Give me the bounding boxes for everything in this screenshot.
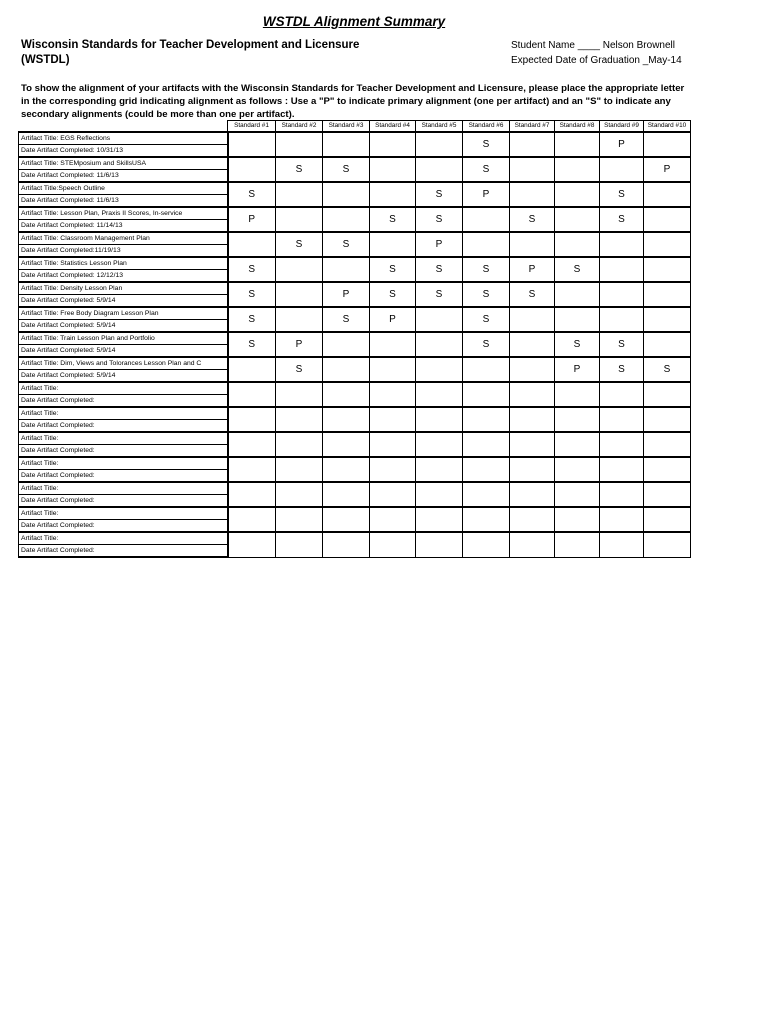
org-title-line1: Wisconsin Standards for Teacher Development and Licensure xyxy=(21,39,360,51)
artifact-title[interactable]: Artifact Title: xyxy=(19,382,228,395)
org-title xyxy=(21,38,359,68)
alignment-cell-standard-6[interactable]: S xyxy=(463,282,510,307)
artifact-title[interactable]: Artifact Title: xyxy=(19,432,228,445)
artifact-title[interactable]: Artifact Title: EGS Reflections xyxy=(19,132,228,145)
artifact-row xyxy=(19,307,691,320)
alignment-cell-standard-5[interactable]: S xyxy=(416,207,463,232)
alignment-cell-standard-8[interactable] xyxy=(555,382,600,407)
alignment-cell-standard-9[interactable] xyxy=(600,232,644,257)
alignment-cell-standard-10[interactable] xyxy=(644,257,691,282)
alignment-cell-standard-5[interactable] xyxy=(416,407,463,432)
alignment-cell-standard-5[interactable] xyxy=(416,482,463,507)
artifact-row xyxy=(19,332,691,345)
alignment-cell-standard-7[interactable] xyxy=(510,132,555,157)
alignment-cell-standard-5[interactable] xyxy=(416,307,463,332)
alignment-cell-standard-4[interactable] xyxy=(370,457,416,482)
alignment-cell-standard-1[interactable]: S xyxy=(228,307,276,332)
alignment-cell-standard-3[interactable]: S xyxy=(323,307,370,332)
alignment-cell-standard-5[interactable] xyxy=(416,157,463,182)
standard-header-9: Standard #9 xyxy=(600,121,644,133)
alignment-cell-standard-9[interactable]: S xyxy=(600,357,644,382)
alignment-cell-standard-8[interactable]: S xyxy=(555,257,600,282)
artifact-date[interactable]: Date Artifact Completed:11/19/13 xyxy=(19,245,228,258)
alignment-cell-standard-2[interactable] xyxy=(276,307,323,332)
alignment-cell-standard-3[interactable] xyxy=(323,382,370,407)
alignment-cell-standard-7[interactable]: P xyxy=(510,257,555,282)
alignment-cell-standard-1[interactable]: P xyxy=(228,207,276,232)
alignment-grid xyxy=(18,120,691,558)
alignment-cell-standard-1[interactable] xyxy=(228,432,276,457)
alignment-cell-standard-8[interactable] xyxy=(555,232,600,257)
alignment-cell-standard-3[interactable] xyxy=(323,257,370,282)
alignment-cell-standard-3[interactable] xyxy=(323,207,370,232)
alignment-cell-standard-10[interactable] xyxy=(644,132,691,157)
alignment-cell-standard-8[interactable] xyxy=(555,432,600,457)
alignment-cell-standard-5[interactable] xyxy=(416,382,463,407)
artifact-title[interactable]: Artifact Title: xyxy=(19,532,228,545)
header-row xyxy=(19,121,691,133)
artifact-row xyxy=(19,457,691,470)
artifact-title[interactable]: Artifact Title: Dim, Views and Tolorances Lesson Plan and C xyxy=(19,357,228,370)
alignment-cell-standard-7[interactable]: S xyxy=(510,207,555,232)
alignment-cell-standard-6[interactable]: S xyxy=(463,132,510,157)
alignment-cell-standard-3[interactable] xyxy=(323,507,370,532)
alignment-cell-standard-3[interactable] xyxy=(323,457,370,482)
alignment-cell-standard-6[interactable] xyxy=(463,407,510,432)
artifact-row xyxy=(19,382,691,395)
alignment-cell-standard-2[interactable]: S xyxy=(276,357,323,382)
standard-header-10: Standard #10 xyxy=(644,121,691,133)
alignment-cell-standard-2[interactable]: S xyxy=(276,232,323,257)
alignment-cell-standard-10[interactable] xyxy=(644,307,691,332)
alignment-cell-standard-9[interactable] xyxy=(600,282,644,307)
alignment-cell-standard-4[interactable] xyxy=(370,482,416,507)
artifact-date[interactable]: Date Artifact Completed: 5/9/14 xyxy=(19,345,228,358)
artifact-row xyxy=(19,482,691,495)
alignment-cell-standard-5[interactable]: P xyxy=(416,232,463,257)
alignment-cell-standard-9[interactable]: S xyxy=(600,332,644,357)
alignment-cell-standard-2[interactable] xyxy=(276,182,323,207)
standard-header-1: Standard #1 xyxy=(228,121,276,133)
alignment-cell-standard-3[interactable] xyxy=(323,432,370,457)
alignment-cell-standard-6[interactable] xyxy=(463,457,510,482)
alignment-cell-standard-7[interactable] xyxy=(510,432,555,457)
alignment-cell-standard-3[interactable]: S xyxy=(323,232,370,257)
artifact-title[interactable]: Artifact Title: xyxy=(19,407,228,420)
alignment-cell-standard-5[interactable] xyxy=(416,357,463,382)
alignment-cell-standard-7[interactable] xyxy=(510,157,555,182)
artifact-date[interactable]: Date Artifact Completed: 11/6/13 xyxy=(19,170,228,183)
alignment-cell-standard-1[interactable] xyxy=(228,507,276,532)
alignment-cell-standard-8[interactable] xyxy=(555,182,600,207)
alignment-cell-standard-8[interactable] xyxy=(555,507,600,532)
alignment-cell-standard-5[interactable] xyxy=(416,132,463,157)
alignment-cell-standard-2[interactable] xyxy=(276,207,323,232)
alignment-cell-standard-8[interactable] xyxy=(555,157,600,182)
alignment-cell-standard-6[interactable] xyxy=(463,432,510,457)
alignment-cell-standard-4[interactable] xyxy=(370,382,416,407)
artifact-row xyxy=(19,132,691,145)
alignment-cell-standard-7[interactable] xyxy=(510,307,555,332)
alignment-cell-standard-1[interactable] xyxy=(228,407,276,432)
document-title: WSTDL Alignment Summary xyxy=(262,14,446,29)
alignment-cell-standard-7[interactable] xyxy=(510,507,555,532)
alignment-cell-standard-7[interactable] xyxy=(510,532,555,557)
alignment-cell-standard-8[interactable] xyxy=(555,407,600,432)
alignment-cell-standard-2[interactable]: P xyxy=(276,332,323,357)
standard-header-5: Standard #5 xyxy=(416,121,463,133)
alignment-cell-standard-1[interactable]: S xyxy=(228,182,276,207)
alignment-cell-standard-8[interactable] xyxy=(555,457,600,482)
alignment-cell-standard-5[interactable]: S xyxy=(416,257,463,282)
alignment-cell-standard-1[interactable] xyxy=(228,457,276,482)
alignment-cell-standard-9[interactable] xyxy=(600,482,644,507)
alignment-cell-standard-10[interactable] xyxy=(644,182,691,207)
grid-body xyxy=(19,132,691,557)
alignment-cell-standard-4[interactable] xyxy=(370,432,416,457)
standard-header-3: Standard #3 xyxy=(323,121,370,133)
standard-header-6: Standard #6 xyxy=(463,121,510,133)
alignment-cell-standard-10[interactable] xyxy=(644,207,691,232)
alignment-cell-standard-9[interactable] xyxy=(600,507,644,532)
alignment-cell-standard-5[interactable]: S xyxy=(416,282,463,307)
artifact-date[interactable]: Date Artifact Completed: 11/6/13 xyxy=(19,195,228,208)
alignment-cell-standard-8[interactable]: S xyxy=(555,332,600,357)
alignment-cell-standard-8[interactable] xyxy=(555,532,600,557)
alignment-cell-standard-4[interactable] xyxy=(370,182,416,207)
alignment-cell-standard-7[interactable] xyxy=(510,182,555,207)
alignment-cell-standard-4[interactable] xyxy=(370,332,416,357)
artifact-title[interactable]: Artifact Title: Density Lesson Plan xyxy=(19,282,228,295)
artifact-date[interactable]: Date Artifact Completed: 12/12/13 xyxy=(19,270,228,283)
alignment-cell-standard-3[interactable] xyxy=(323,332,370,357)
alignment-cell-standard-9[interactable] xyxy=(600,532,644,557)
alignment-cell-standard-10[interactable] xyxy=(644,407,691,432)
alignment-cell-standard-4[interactable]: S xyxy=(370,207,416,232)
alignment-cell-standard-9[interactable]: S xyxy=(600,182,644,207)
alignment-cell-standard-7[interactable] xyxy=(510,382,555,407)
alignment-cell-standard-6[interactable]: S xyxy=(463,332,510,357)
alignment-cell-standard-2[interactable] xyxy=(276,257,323,282)
org-title-line2: (WSTDL) xyxy=(21,54,70,66)
artifact-row xyxy=(19,182,691,195)
artifact-date[interactable]: Date Artifact Completed: xyxy=(19,545,228,558)
alignment-cell-standard-9[interactable] xyxy=(600,257,644,282)
alignment-cell-standard-4[interactable] xyxy=(370,232,416,257)
alignment-cell-standard-4[interactable] xyxy=(370,507,416,532)
alignment-cell-standard-3[interactable] xyxy=(323,182,370,207)
alignment-cell-standard-4[interactable]: S xyxy=(370,257,416,282)
alignment-cell-standard-5[interactable]: S xyxy=(416,182,463,207)
alignment-cell-standard-6[interactable] xyxy=(463,482,510,507)
alignment-cell-standard-6[interactable]: S xyxy=(463,307,510,332)
alignment-cell-standard-4[interactable] xyxy=(370,157,416,182)
alignment-cell-standard-5[interactable] xyxy=(416,457,463,482)
alignment-cell-standard-1[interactable] xyxy=(228,357,276,382)
alignment-cell-standard-2[interactable] xyxy=(276,482,323,507)
alignment-cell-standard-6[interactable] xyxy=(463,207,510,232)
alignment-cell-standard-2[interactable] xyxy=(276,457,323,482)
alignment-cell-standard-3[interactable] xyxy=(323,357,370,382)
alignment-cell-standard-1[interactable]: S xyxy=(228,257,276,282)
artifact-date[interactable]: Date Artifact Completed: 10/31/13 xyxy=(19,145,228,158)
alignment-cell-standard-2[interactable] xyxy=(276,132,323,157)
alignment-cell-standard-2[interactable] xyxy=(276,507,323,532)
artifact-title[interactable]: Artifact Title:Speech Outline xyxy=(19,182,228,195)
artifact-title[interactable]: Artifact Title: xyxy=(19,457,228,470)
alignment-cell-standard-8[interactable] xyxy=(555,132,600,157)
alignment-cell-standard-7[interactable] xyxy=(510,232,555,257)
alignment-cell-standard-2[interactable]: S xyxy=(276,157,323,182)
alignment-cell-standard-4[interactable]: S xyxy=(370,282,416,307)
alignment-cell-standard-10[interactable] xyxy=(644,232,691,257)
standard-header-8: Standard #8 xyxy=(555,121,600,133)
alignment-cell-standard-8[interactable] xyxy=(555,482,600,507)
alignment-cell-standard-4[interactable] xyxy=(370,132,416,157)
artifact-title[interactable]: Artifact Title: Classroom Management Plan xyxy=(19,232,228,245)
alignment-cell-standard-10[interactable]: S xyxy=(644,357,691,382)
alignment-cell-standard-10[interactable] xyxy=(644,332,691,357)
artifact-title[interactable]: Artifact Title: Train Lesson Plan and Portfolio xyxy=(19,332,228,345)
alignment-cell-standard-1[interactable] xyxy=(228,157,276,182)
alignment-cell-standard-3[interactable] xyxy=(323,482,370,507)
artifact-row xyxy=(19,407,691,420)
alignment-cell-standard-8[interactable]: P xyxy=(555,357,600,382)
alignment-cell-standard-9[interactable] xyxy=(600,457,644,482)
artifact-row xyxy=(19,257,691,270)
artifact-row xyxy=(19,207,691,220)
alignment-cell-standard-6[interactable]: S xyxy=(463,157,510,182)
alignment-cell-standard-10[interactable] xyxy=(644,482,691,507)
alignment-cell-standard-8[interactable] xyxy=(555,207,600,232)
alignment-cell-standard-6[interactable] xyxy=(463,532,510,557)
alignment-cell-standard-7[interactable] xyxy=(510,332,555,357)
alignment-cell-standard-10[interactable] xyxy=(644,532,691,557)
alignment-cell-standard-7[interactable] xyxy=(510,407,555,432)
alignment-cell-standard-9[interactable] xyxy=(600,157,644,182)
alignment-cell-standard-3[interactable]: P xyxy=(323,282,370,307)
header-corner xyxy=(19,121,228,133)
alignment-cell-standard-7[interactable] xyxy=(510,457,555,482)
alignment-cell-standard-7[interactable] xyxy=(510,482,555,507)
artifact-row xyxy=(19,157,691,170)
alignment-cell-standard-4[interactable]: P xyxy=(370,307,416,332)
alignment-cell-standard-9[interactable] xyxy=(600,432,644,457)
alignment-cell-standard-5[interactable] xyxy=(416,332,463,357)
alignment-cell-standard-6[interactable]: P xyxy=(463,182,510,207)
alignment-cell-standard-3[interactable] xyxy=(323,532,370,557)
alignment-cell-standard-1[interactable] xyxy=(228,382,276,407)
alignment-cell-standard-3[interactable]: S xyxy=(323,157,370,182)
artifact-date[interactable]: Date Artifact Completed: 5/9/14 xyxy=(19,295,228,308)
alignment-cell-standard-1[interactable] xyxy=(228,132,276,157)
alignment-cell-standard-4[interactable] xyxy=(370,357,416,382)
artifact-row xyxy=(19,532,691,545)
alignment-cell-standard-9[interactable] xyxy=(600,382,644,407)
artifact-title[interactable]: Artifact Title: xyxy=(19,482,228,495)
artifact-date[interactable]: Date Artifact Completed: xyxy=(19,470,228,483)
standard-header-7: Standard #7 xyxy=(510,121,555,133)
alignment-cell-standard-4[interactable] xyxy=(370,407,416,432)
artifact-date[interactable]: Date Artifact Completed: xyxy=(19,420,228,433)
alignment-cell-standard-6[interactable] xyxy=(463,507,510,532)
alignment-cell-standard-7[interactable]: S xyxy=(510,282,555,307)
artifact-date[interactable]: Date Artifact Completed: 5/9/14 xyxy=(19,370,228,383)
alignment-cell-standard-1[interactable] xyxy=(228,232,276,257)
graduation-date-line: Expected Date of Graduation _May-14 xyxy=(511,55,682,66)
alignment-cell-standard-2[interactable] xyxy=(276,282,323,307)
artifact-row xyxy=(19,232,691,245)
standard-header-2: Standard #2 xyxy=(276,121,323,133)
alignment-cell-standard-6[interactable] xyxy=(463,232,510,257)
alignment-cell-standard-7[interactable] xyxy=(510,357,555,382)
artifact-date[interactable]: Date Artifact Completed: xyxy=(19,495,228,508)
alignment-cell-standard-5[interactable] xyxy=(416,432,463,457)
alignment-cell-standard-3[interactable] xyxy=(323,407,370,432)
alignment-cell-standard-2[interactable] xyxy=(276,532,323,557)
alignment-cell-standard-10[interactable]: P xyxy=(644,157,691,182)
alignment-cell-standard-5[interactable] xyxy=(416,532,463,557)
alignment-cell-standard-10[interactable] xyxy=(644,382,691,407)
alignment-cell-standard-1[interactable] xyxy=(228,532,276,557)
alignment-cell-standard-4[interactable] xyxy=(370,532,416,557)
alignment-cell-standard-10[interactable] xyxy=(644,457,691,482)
alignment-cell-standard-1[interactable]: S xyxy=(228,332,276,357)
student-name-line: Student Name ____ Nelson Brownell xyxy=(511,40,675,51)
alignment-cell-standard-1[interactable]: S xyxy=(228,282,276,307)
artifact-title[interactable]: Artifact Title: Lesson Plan, Praxis II Scores, In-service xyxy=(19,207,228,220)
artifact-date[interactable]: Date Artifact Completed: 5/9/14 xyxy=(19,320,228,333)
alignment-cell-standard-10[interactable] xyxy=(644,507,691,532)
alignment-cell-standard-9[interactable] xyxy=(600,307,644,332)
alignment-cell-standard-6[interactable]: S xyxy=(463,257,510,282)
alignment-cell-standard-10[interactable] xyxy=(644,282,691,307)
artifact-date[interactable]: Date Artifact Completed: xyxy=(19,445,228,458)
artifact-date[interactable]: Date Artifact Completed: 11/14/13 xyxy=(19,220,228,233)
alignment-cell-standard-9[interactable]: P xyxy=(600,132,644,157)
alignment-cell-standard-9[interactable] xyxy=(600,407,644,432)
alignment-cell-standard-10[interactable] xyxy=(644,432,691,457)
artifact-date[interactable]: Date Artifact Completed: xyxy=(19,395,228,408)
alignment-cell-standard-2[interactable] xyxy=(276,382,323,407)
alignment-cell-standard-6[interactable] xyxy=(463,382,510,407)
alignment-cell-standard-9[interactable]: S xyxy=(600,207,644,232)
artifact-title[interactable]: Artifact Title: xyxy=(19,507,228,520)
artifact-title[interactable]: Artifact Title: Statistics Lesson Plan xyxy=(19,257,228,270)
alignment-cell-standard-6[interactable] xyxy=(463,357,510,382)
standard-header-4: Standard #4 xyxy=(370,121,416,133)
alignment-cell-standard-2[interactable] xyxy=(276,407,323,432)
alignment-cell-standard-5[interactable] xyxy=(416,507,463,532)
artifact-row xyxy=(19,507,691,520)
alignment-cell-standard-3[interactable] xyxy=(323,132,370,157)
artifact-title[interactable]: Artifact Title: STEMposium and SkillsUSA xyxy=(19,157,228,170)
instructions: To show the alignment of your artifacts with the Wisconsin Standards for Teacher Development and Licensure, please place the appropriate letter in the corresponding grid indicating alignment as follows : Use a "P" to indicate primary alignment (one per artifact) and an "S" to indicate any secondary alignments (could be more than one per artifact). xyxy=(21,83,685,120)
alignment-cell-standard-8[interactable] xyxy=(555,282,600,307)
alignment-cell-standard-2[interactable] xyxy=(276,432,323,457)
artifact-date[interactable]: Date Artifact Completed: xyxy=(19,520,228,533)
alignment-cell-standard-1[interactable] xyxy=(228,482,276,507)
student-info xyxy=(511,38,682,68)
artifact-row xyxy=(19,282,691,295)
alignment-cell-standard-8[interactable] xyxy=(555,307,600,332)
artifact-title[interactable]: Artifact Title: Free Body Diagram Lesson Plan xyxy=(19,307,228,320)
artifact-row xyxy=(19,357,691,370)
artifact-row xyxy=(19,432,691,445)
